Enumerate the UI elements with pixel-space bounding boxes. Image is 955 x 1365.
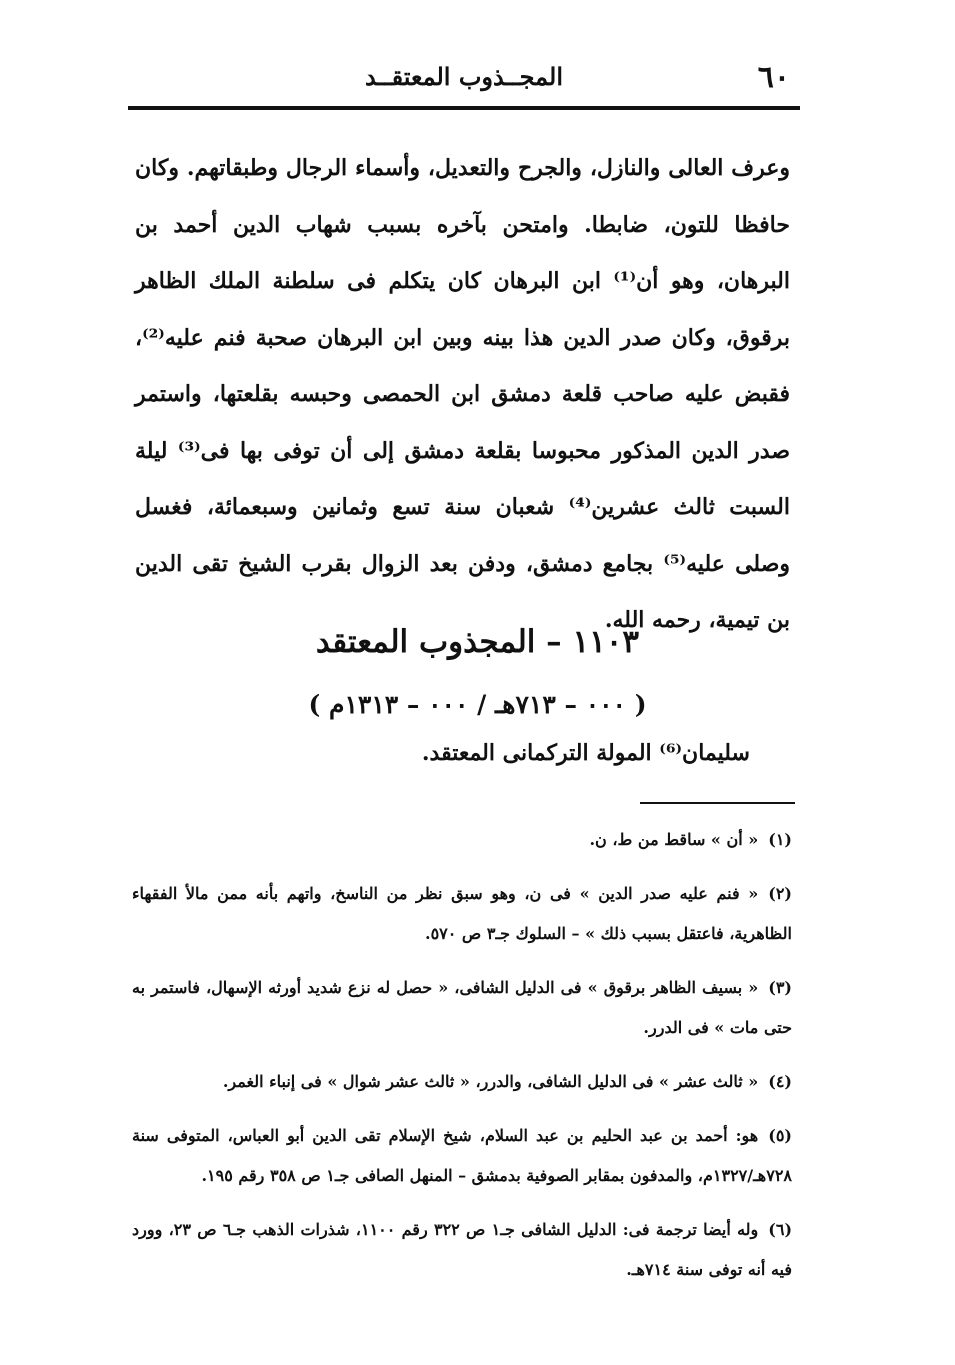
header-rule	[128, 106, 800, 110]
footnote-number: (٤)	[768, 1072, 792, 1091]
body-paragraph: وعرف العالى والنازل، والجرح والتعديل، وأسماء الرجال وطبقاتهم. وكان حافظا للتون، ضابطا. وامتحن بآخره بسبب شهاب الدين أحمد بن البرهان، وهو أن⁽¹⁾ ابن البرهان كان يتكلم فى سلطنة الملك الظاهر برقوق، وكان صدر الدين هذا بينه وبين ابن البرهان صحبة فنم عليه⁽²⁾، فقبض عليه صاحب قلعة دمشق ابن الحمصى وحبسه بقلعتها، واستمر صدر الدين المذكور محبوسا بقلعة دمشق إلى أن توفى بها فى⁽³⁾ ليلة السبت ثالث عشرين⁽⁴⁾ شعبان سنة تسع وثمانين وسبعمائة، فغسل وصلى عليه⁽⁵⁾ بجامع دمشق، ودفن بعد الزوال بقرب الشيخ تقى الدين بن تيمية، رحمه الله.	[135, 155, 791, 633]
footnote-number: (١)	[768, 830, 792, 849]
entry-title: ١١٠٣ – المجذوب المعتقد	[315, 624, 640, 660]
running-title: المجــذوب المعتقــد	[364, 62, 564, 91]
footnote-text: « فنم عليه صدر الدين » فى ن، وهو سبق نظر من الناسخ، واتهم بأنه ممن مالأ الفقهاء الظاهرية، فاعتقل بسبب ذلك » – السلوك جـ٣ ص ٥٧٠.	[132, 884, 792, 943]
entry-dates: ( ٠٠٠ – ٧١٣هـ / ٠٠٠ – ١٣١٣م )	[308, 690, 647, 719]
footnote-text: وله أيضا ترجمة فى: الدليل الشافى جـ١ ص ٣٢٢ رقم ١١٠٠، شذرات الذهب جـ٦ ص ٢٣، وورد فيه أنه توفى سنة ٧١٤هـ.	[132, 1220, 792, 1279]
footnote-number: (٣)	[768, 978, 792, 997]
footnote	[132, 1062, 792, 1102]
footnote	[132, 874, 792, 954]
footnote-text: « أن » ساقط من ط، ن.	[589, 830, 759, 849]
footnotes	[132, 820, 792, 1304]
footnote-text: هو: أحمد بن عبد الحليم بن عبد السلام، شيخ الإسلام تقى الدين أبو العباس، المتوفى سنة ٧٢٨هـ/١٣٢٧م، والمدفون بمقابر الصوفية بدمشق – المنهل الصافى جـ١ ص ٣٥٨ رقم ١٩٥.	[132, 1126, 792, 1185]
footnote	[132, 1210, 792, 1290]
entry-name: سليمان⁽⁶⁾ المولة التركمانى المعتقد.	[421, 740, 750, 766]
page-number: ٦٠	[757, 60, 790, 95]
footnote-text: « بسيف الظاهر برقوق » فى الدليل الشافى، « حصل له نزع شديد أورثه الإسهال، فاستمر به حتى مات » فى الدرر.	[132, 978, 792, 1037]
body-text	[135, 140, 790, 649]
footnote	[132, 820, 792, 860]
footnote-rule	[640, 802, 795, 804]
footnote	[132, 968, 792, 1048]
footnote-number: (٦)	[768, 1220, 793, 1239]
footnote-number: (٥)	[768, 1126, 792, 1145]
page-header	[128, 58, 800, 98]
footnote-number: (٢)	[768, 884, 792, 903]
footnote	[132, 1116, 792, 1196]
footnote-text: « ثالث عشر » فى الدليل الشافى، والدرر، « ثالث عشر شوال » فى إنباء الغمر.	[222, 1072, 759, 1091]
